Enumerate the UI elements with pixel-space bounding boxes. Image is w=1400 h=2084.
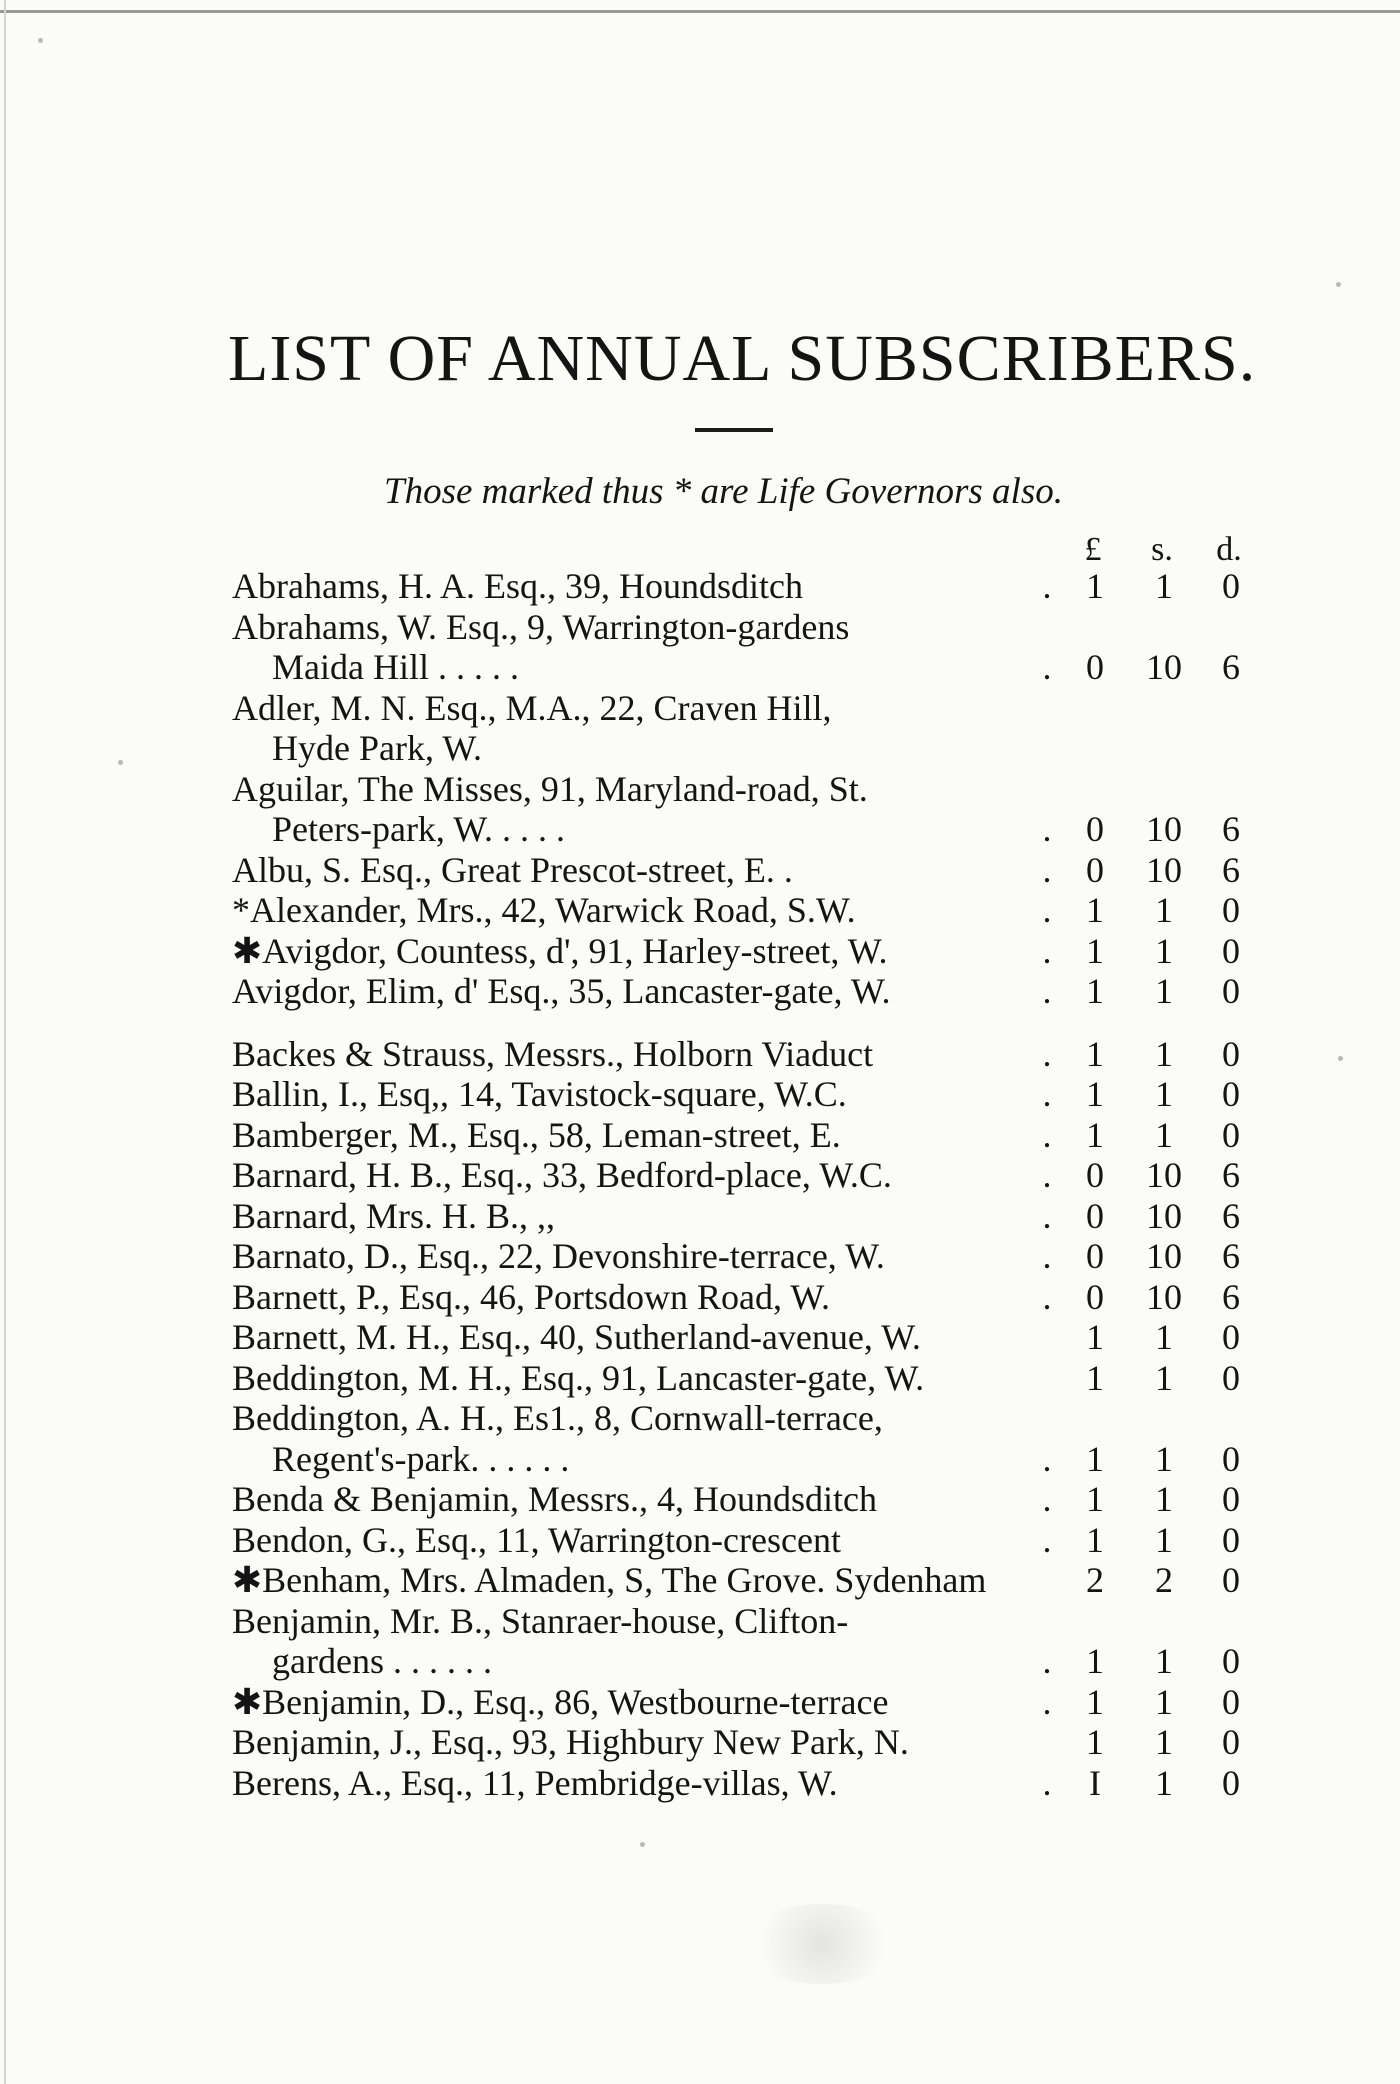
pence-value: 0 bbox=[1222, 566, 1240, 606]
subscription-amount bbox=[1032, 1520, 1272, 1561]
subscriber-name-address: Abrahams, H. A. Esq., 39, Houndsditch bbox=[232, 566, 803, 606]
shillings-value: 1 bbox=[1155, 1317, 1173, 1357]
pounds-value: 1 bbox=[1086, 1479, 1104, 1519]
shillings-value: 2 bbox=[1155, 1560, 1173, 1600]
page-title: LIST OF ANNUAL SUBSCRIBERS. bbox=[228, 322, 1257, 395]
pounds-value: 1 bbox=[1086, 1114, 1104, 1155]
pence-value: 0 bbox=[1222, 1722, 1240, 1762]
left-page-edge bbox=[4, 0, 6, 2084]
subscription-amount bbox=[1032, 1115, 1272, 1156]
subscription-amount bbox=[1032, 1074, 1272, 1115]
pence-value: 6 bbox=[1222, 809, 1240, 849]
shillings-value: 10 bbox=[1146, 849, 1182, 890]
leader-dot: . bbox=[1042, 1276, 1052, 1317]
subscriber-entry bbox=[232, 1520, 1272, 1561]
subscriber-name-address: Backes & Strauss, Messrs., Holborn Viaduct bbox=[232, 1033, 874, 1074]
subscriber-entry bbox=[232, 931, 1272, 972]
subscriber-name-address: ✱Avigdor, Countess, d', 91, Harley-street, W. bbox=[232, 930, 888, 971]
pence-value: 0 bbox=[1222, 1681, 1240, 1722]
subscriber-name-address: Aguilar, The Misses, 91, Maryland-road, St. bbox=[232, 768, 868, 809]
pence-value: 0 bbox=[1222, 930, 1240, 971]
leader-dot: . bbox=[1042, 1641, 1052, 1681]
pence-value: 0 bbox=[1222, 971, 1240, 1011]
subscriber-entry bbox=[232, 850, 1272, 891]
leader-dot: . bbox=[1042, 1681, 1052, 1722]
shillings-value: 1 bbox=[1155, 1114, 1173, 1155]
pence-value: 6 bbox=[1222, 1155, 1240, 1195]
pounds-value: 1 bbox=[1086, 1722, 1104, 1762]
subscriber-name-address: Adler, M. N. Esq., M.A., 22, Craven Hill, bbox=[232, 687, 832, 728]
shillings-value: 1 bbox=[1155, 971, 1173, 1011]
subscription-amount bbox=[1032, 890, 1272, 931]
subscription-amount bbox=[1032, 1560, 1272, 1601]
subscription-amount bbox=[1032, 1358, 1272, 1399]
subscriber-address-continuation: Peters-park, W. . . . . bbox=[272, 809, 565, 849]
pence-value: 6 bbox=[1222, 1236, 1240, 1276]
subscriber-entry bbox=[232, 971, 1272, 1012]
top-edge-rule bbox=[0, 10, 1400, 13]
subscriber-entry bbox=[232, 1115, 1272, 1156]
pence-value: 0 bbox=[1222, 1479, 1240, 1519]
subscription-amount bbox=[1032, 1236, 1272, 1277]
subscription-amount bbox=[1032, 931, 1272, 972]
shillings-value: 10 bbox=[1146, 1236, 1182, 1276]
subscriber-name-address: Avigdor, Elim, d' Esq., 35, Lancaster-gate, W. bbox=[232, 971, 891, 1011]
subscription-amount bbox=[1032, 971, 1272, 1012]
subscriber-entry bbox=[232, 1236, 1272, 1277]
subscriber-name-address: Benjamin, J., Esq., 93, Highbury New Park, N. bbox=[232, 1722, 909, 1762]
shillings-value: 1 bbox=[1155, 1722, 1173, 1762]
subscriber-name-address: Barnett, M. H., Esq., 40, Sutherland-avenue, W. bbox=[232, 1317, 921, 1357]
shillings-value: 1 bbox=[1155, 1641, 1173, 1681]
pounds-heading: £ bbox=[1084, 531, 1102, 568]
paper-smudge bbox=[742, 1904, 902, 1984]
subscriber-entry bbox=[232, 1479, 1272, 1520]
pounds-value: 0 bbox=[1086, 1276, 1104, 1317]
pence-value: 0 bbox=[1222, 1114, 1240, 1155]
subscriber-entry bbox=[232, 1722, 1272, 1763]
pence-value: 0 bbox=[1222, 1317, 1240, 1357]
pence-value: 6 bbox=[1222, 1195, 1240, 1236]
subscriber-entry bbox=[232, 1034, 1272, 1075]
subscriber-entry bbox=[232, 607, 1272, 688]
shillings-value: 10 bbox=[1146, 647, 1182, 687]
pounds-value: 1 bbox=[1086, 971, 1104, 1011]
subscriber-name-address: Beddington, M. H., Esq., 91, Lancaster-gate, W. bbox=[232, 1357, 925, 1398]
life-governor-note: Those marked thus * are Life Governors also. bbox=[384, 471, 1063, 512]
subscriber-name-address: Barnard, H. B., Esq., 33, Bedford-place, W.C. bbox=[232, 1155, 892, 1195]
pounds-value: 1 bbox=[1086, 1641, 1104, 1681]
shillings-value: 10 bbox=[1146, 809, 1182, 849]
subscription-amount bbox=[1032, 809, 1272, 850]
pounds-value: 0 bbox=[1086, 849, 1104, 890]
pounds-value: 1 bbox=[1086, 1074, 1104, 1114]
shillings-value: 1 bbox=[1155, 1357, 1173, 1398]
pence-value: 6 bbox=[1222, 1276, 1240, 1317]
shillings-value: 1 bbox=[1155, 1033, 1173, 1074]
subscriber-name-address: Bamberger, M., Esq., 58, Leman-street, E. bbox=[232, 1114, 841, 1155]
subscription-amount bbox=[1032, 647, 1272, 688]
leader-dot: . bbox=[1042, 809, 1052, 849]
pence-value: 0 bbox=[1222, 1641, 1240, 1681]
subscription-amount bbox=[1032, 1155, 1272, 1196]
subscription-amount bbox=[1032, 1034, 1272, 1075]
subscription-amount bbox=[1032, 1722, 1272, 1763]
subscriber-entry bbox=[232, 1317, 1272, 1358]
leader-dot: . bbox=[1042, 1195, 1052, 1236]
leader-dot: . bbox=[1042, 647, 1052, 687]
subscriber-name-address: Barnato, D., Esq., 22, Devonshire-terrace, W. bbox=[232, 1236, 885, 1276]
subscriber-entry bbox=[232, 688, 1272, 769]
subscriber-name-address: Benjamin, Mr. B., Stanraer-house, Clifton- bbox=[232, 1600, 849, 1641]
leader-dot: . bbox=[1042, 890, 1052, 930]
shillings-value: 10 bbox=[1146, 1195, 1182, 1236]
pence-value: 0 bbox=[1222, 1033, 1240, 1074]
subscriber-name-address: *Alexander, Mrs., 42, Warwick Road, S.W. bbox=[232, 890, 856, 930]
leader-dot: . bbox=[1042, 1074, 1052, 1114]
pounds-value: 0 bbox=[1086, 809, 1104, 849]
pence-value: 0 bbox=[1222, 1560, 1240, 1600]
subscription-amount bbox=[1032, 1277, 1272, 1318]
subscriber-name-address: Bendon, G., Esq., 11, Warrington-crescent bbox=[232, 1519, 841, 1560]
paper-speck bbox=[1338, 1056, 1343, 1061]
pence-value: 6 bbox=[1222, 647, 1240, 687]
leader-dot: . bbox=[1042, 849, 1052, 890]
subscriber-name-address: ✱Benham, Mrs. Almaden, S, The Grove. Sydenham bbox=[232, 1560, 987, 1600]
subscriber-entry bbox=[232, 1682, 1272, 1723]
subscriber-name-address: Abrahams, W. Esq., 9, Warrington-gardens bbox=[232, 606, 850, 647]
pounds-value: 1 bbox=[1086, 1438, 1104, 1479]
pence-value: 0 bbox=[1222, 1438, 1240, 1479]
shillings-value: 1 bbox=[1155, 1681, 1173, 1722]
subscriber-name-address: Beddington, A. H., Es1., 8, Cornwall-terrace, bbox=[232, 1398, 883, 1438]
pounds-value: I bbox=[1089, 1762, 1101, 1803]
subscriber-address-continuation: Hyde Park, W. bbox=[272, 728, 482, 768]
pounds-value: 0 bbox=[1086, 647, 1104, 687]
pounds-value: 1 bbox=[1086, 1317, 1104, 1357]
pounds-value: 0 bbox=[1086, 1195, 1104, 1236]
pence-value: 6 bbox=[1222, 849, 1240, 890]
title-underline-rule bbox=[695, 428, 773, 432]
subscriber-name-address: Barnett, P., Esq., 46, Portsdown Road, W. bbox=[232, 1276, 831, 1317]
shillings-heading: s. bbox=[1151, 531, 1173, 568]
pounds-value: 2 bbox=[1086, 1560, 1104, 1600]
subscriber-entry bbox=[232, 1560, 1272, 1601]
leader-dot: . bbox=[1042, 566, 1052, 606]
shillings-value: 1 bbox=[1155, 1519, 1173, 1560]
subscriber-entry bbox=[232, 1398, 1272, 1479]
leader-dot: . bbox=[1042, 1236, 1052, 1276]
pounds-value: 1 bbox=[1086, 930, 1104, 971]
subscription-amount bbox=[1032, 850, 1272, 891]
pounds-value: 0 bbox=[1086, 1155, 1104, 1195]
pence-value: 0 bbox=[1222, 1762, 1240, 1803]
subscriber-address-continuation: Maida Hill . . . . . bbox=[272, 647, 519, 687]
leader-dot: . bbox=[1042, 1479, 1052, 1519]
subscriber-address-continuation: gardens . . . . . . bbox=[272, 1641, 492, 1681]
subscriber-entry bbox=[232, 1074, 1272, 1115]
subscriber-name-address: ✱Benjamin, D., Esq., 86, Westbourne-terrace bbox=[232, 1681, 889, 1722]
subscriber-entry bbox=[232, 1763, 1272, 1804]
subscriber-name-address: Barnard, Mrs. H. B., ,, bbox=[232, 1195, 555, 1236]
paper-speck bbox=[1336, 282, 1341, 287]
shillings-value: 10 bbox=[1146, 1155, 1182, 1195]
subscriber-entry bbox=[232, 1196, 1272, 1237]
shillings-value: 1 bbox=[1155, 930, 1173, 971]
subscription-amount bbox=[1032, 728, 1272, 769]
subscriber-list bbox=[232, 566, 1272, 1803]
subscriber-name-address: Albu, S. Esq., Great Prescot-street, E. . bbox=[232, 849, 793, 890]
pence-value: 0 bbox=[1222, 890, 1240, 930]
subscriber-entry bbox=[232, 1358, 1272, 1399]
pounds-value: 1 bbox=[1086, 890, 1104, 930]
pounds-value: 1 bbox=[1086, 1357, 1104, 1398]
shillings-value: 1 bbox=[1155, 1479, 1173, 1519]
subscription-amount bbox=[1032, 566, 1272, 607]
leader-dot: . bbox=[1042, 1033, 1052, 1074]
pounds-value: 1 bbox=[1086, 1033, 1104, 1074]
subscription-amount bbox=[1032, 1682, 1272, 1723]
subscriber-name-address: Berens, A., Esq., 11, Pembridge-villas, W. bbox=[232, 1762, 838, 1803]
subscription-amount bbox=[1032, 1641, 1272, 1682]
subscriber-entry bbox=[232, 566, 1272, 607]
leader-dot: . bbox=[1042, 1114, 1052, 1155]
pounds-value: 1 bbox=[1086, 566, 1104, 606]
paper-speck bbox=[38, 38, 43, 43]
leader-dot: . bbox=[1042, 1438, 1052, 1479]
shillings-value: 1 bbox=[1155, 1074, 1173, 1114]
leader-dot: . bbox=[1042, 1155, 1052, 1195]
subscriber-entry bbox=[232, 1601, 1272, 1682]
shillings-value: 1 bbox=[1155, 1438, 1173, 1479]
leader-dot: . bbox=[1042, 1762, 1052, 1803]
subscriber-entry bbox=[232, 769, 1272, 850]
leader-dot: . bbox=[1042, 930, 1052, 971]
paper-speck bbox=[118, 760, 123, 765]
subscription-amount bbox=[1032, 1439, 1272, 1480]
pounds-value: 0 bbox=[1086, 1236, 1104, 1276]
subscriber-entry bbox=[232, 1277, 1272, 1318]
leader-dot: . bbox=[1042, 971, 1052, 1011]
subscriber-name-address: Benda & Benjamin, Messrs., 4, Houndsditch bbox=[232, 1479, 877, 1519]
subscriber-address-continuation: Regent's-park. . . . . . bbox=[272, 1438, 570, 1479]
shillings-value: 1 bbox=[1155, 566, 1173, 606]
shillings-value: 1 bbox=[1155, 1762, 1173, 1803]
pence-value: 0 bbox=[1222, 1519, 1240, 1560]
shillings-value: 10 bbox=[1146, 1276, 1182, 1317]
pence-value: 0 bbox=[1222, 1074, 1240, 1114]
subscriber-name-address: Ballin, I., Esq,, 14, Tavistock-square, W.C. bbox=[232, 1074, 847, 1114]
leader-dot: . bbox=[1042, 1519, 1052, 1560]
pounds-value: 1 bbox=[1086, 1681, 1104, 1722]
pence-heading: d. bbox=[1216, 531, 1242, 568]
pence-value: 0 bbox=[1222, 1357, 1240, 1398]
subscription-amount bbox=[1032, 1763, 1272, 1804]
subscription-amount bbox=[1032, 1196, 1272, 1237]
subscriber-entry bbox=[232, 1155, 1272, 1196]
shillings-value: 1 bbox=[1155, 890, 1173, 930]
pounds-value: 1 bbox=[1086, 1519, 1104, 1560]
subscription-amount bbox=[1032, 1479, 1272, 1520]
subscription-amount bbox=[1032, 1317, 1272, 1358]
paper-speck bbox=[640, 1842, 645, 1847]
subscriber-entry bbox=[232, 890, 1272, 931]
